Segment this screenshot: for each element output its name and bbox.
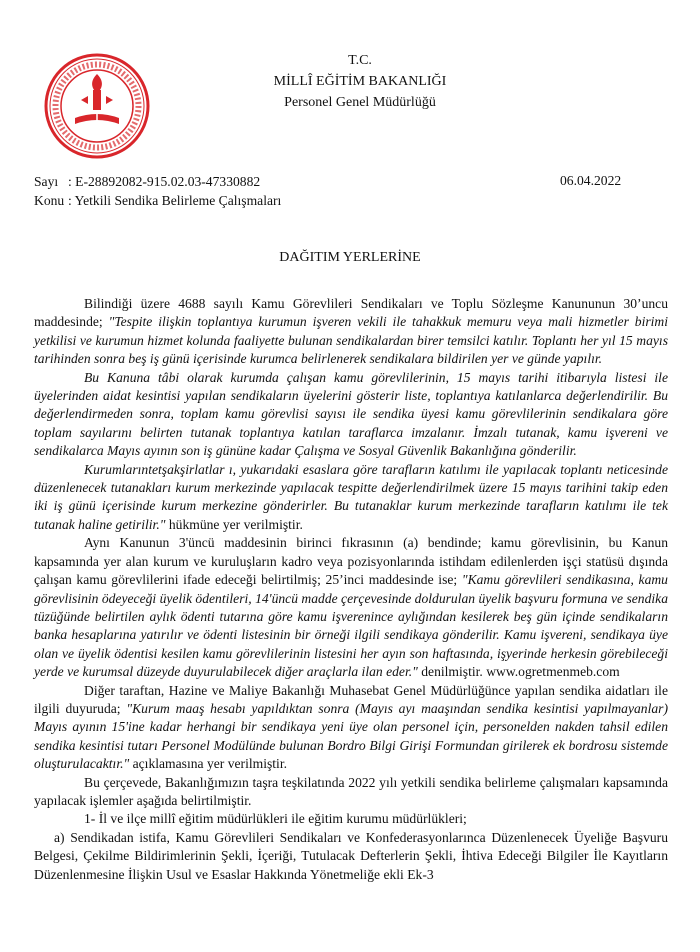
- list-item-1: 1- İl ve ilçe millî eğitim müdürlükleri ile eğitim kurumu müdürlükleri;: [84, 811, 467, 827]
- sayi-row: [34, 173, 260, 191]
- konu-row: [34, 192, 281, 210]
- paragraph-6: Bu çerçevede, Bakanlığımızın taşra teşkilatında 2022 yılı yetkili sendika belirleme çalışmaları kapsamında yapılacak işlemler aşağıda belirtilmiştir.: [34, 774, 668, 808]
- document-body: [34, 295, 668, 884]
- paragraph-1: Bilindiği üzere 4688 sayılı Kamu Görevlileri Sendikaları ve Toplu Sözleşme Kanununun 30’uncu maddesinde; "Tespite ilişkin toplantıya kurumun işveren vekili ile tahakkuk memuru veya mali hizmetler birimi yetkilisi ve kurumun hizmet kolunda faaliyette bulunan sendikalardan birer temsilci katılır. Toplantı her yıl 15 mayıs tarihinden sonra beş iş günü içerisinde kurumca belirlenerek sendikalara bildirilen yer ve günde yapılır.: [34, 296, 669, 367]
- document-date: 06.04.2022: [560, 173, 622, 188]
- sayi-label: Sayı: [34, 174, 59, 189]
- konu-value: : Yetkili Sendika Belirleme Çalışmaları: [68, 193, 282, 208]
- paragraph-3: Kurumlarıntetşakşirlatlar ı, yukarıdaki esaslara göre tarafların katılımı ile yapılacak toplantı neticesinde düzenlenecek tutanakları kurum merkezinde yapılacak tespitte değerlendirilmek üzere 15 mayıs tarihini takip eden iki iş günü içerisinde kurum merkezine gönderirler. Bu tutanaklar kurum merkezinde tarafların katılımı ile tek tutanak haline getirilir." hükmüne yer verilmiştir.: [34, 461, 668, 532]
- paragraph-2: Bu Kanuna tâbi olarak kurumda çalışan kamu görevlilerinin, 15 mayıs tarihi itibarıyla listesi ile üyelerinden aidat kesintisi yapılan sendikaların üyelerini gösterir liste, toplantıya katılanlarca değerlendirilir. Bu değerlendirmeden sonra, toplam kamu görevlisi sayısı ile sendika üyesi kamu görevlilerinin sendikalara göre toplam sayılarını belirten tutanak toplantıya katılan taraflarca imzalanır. İmzalı tutanak, kamu işvereni ve sendikalarca Mayıs ayının son iş gününe kadar Çalışma ve Sosyal Güvenlik Bakanlığına gönderilir.: [34, 369, 668, 459]
- sayi-value: : E-28892082-915.02.03-47330882: [68, 174, 261, 189]
- country-line: T.C.: [348, 53, 372, 68]
- letterhead: [220, 50, 500, 113]
- ministry-name: MİLLÎ EĞİTİM BAKANLIĞI: [273, 74, 447, 89]
- paragraph-5: Diğer taraftan, Hazine ve Maliye Bakanlığı Muhasebat Genel Müdürlüğünce yapılan sendika aidatları ile ilgili duyuruda; "Kurum maaş hesabı yapıldıktan sonra (Mayıs ayı maaşından sendika kesintisi yapılmayanlar) Mayıs ayının 15'ine kadar herhangi bir sendikaya yeni üye olan personel için, personelden nakden tahsil edilen sendika kesintisi tutarı Personel Modülünde bulunan Bordro Bilgi Girişi Formundan girilerek ek bordrosu sistemde oluşturulacaktır." açıklamasına yer verilmiştir.: [34, 682, 668, 772]
- distribution-title: DAĞITIM YERLERİNE: [279, 250, 421, 265]
- paragraph-4: Aynı Kanunun 3'üncü maddesinin birinci fıkrasının (a) bendinde; kamu görevlisinin, bu Kanun kapsamında yer alan kurum ve kuruluşların kadro veya pozisyonlarında istihdam edilenlerden işçi statüsü dışında çalışan kamu görevlilerini ifade edeceği belirtilmiş; 25’inci maddesinde ise; "Kamu görevlileri sendikasına, kamu görevlisinin ödeyeceği üyelik ödentileri, 14'üncü madde çerçevesinde doldurulan üyelik başvuru formuna ve sendika tüzüğünde belirtilen aylık ödenti tutarına göre kamu işverenince aylığından kesilerek beş gün içinde sendikaların banka hesaplarına yatırılır ve ödenti listesinin bir örneği ilgili sendikaya gönderilir. Kamu işvereni, sendikaya üye olan ve üyelik ödentisi kesilen kamu görevlilerinin listesini her ayın son haftasında, işyerinde herkesin görebileceği yerde ve kurumsal düzeyde duyurulabilecek diğer araçlarla ilan eder." denilmiştir. www.ogretmenmeb.com: [34, 535, 668, 680]
- list-item-1a: a) Sendikadan istifa, Kamu Görevlileri Sendikaları ve Konfederasyonlarınca Düzenlenecek Üyeliğe Başvuru Belgesi, Çekilme Bildirimlerinin Şekli, İçeriği, Tutulacak Defterlerin Şekli, İhtiva Edeceği Bilgiler İle Kayıtların Düzenlenmesine İlişkin Usul ve Esaslar Hakkında Yönetmeliğe ekli Ek-3: [34, 829, 668, 882]
- ministry-seal-icon: [43, 52, 151, 160]
- konu-label: Konu: [34, 193, 65, 208]
- directorate-name: Personel Genel Müdürlüğü: [284, 95, 436, 110]
